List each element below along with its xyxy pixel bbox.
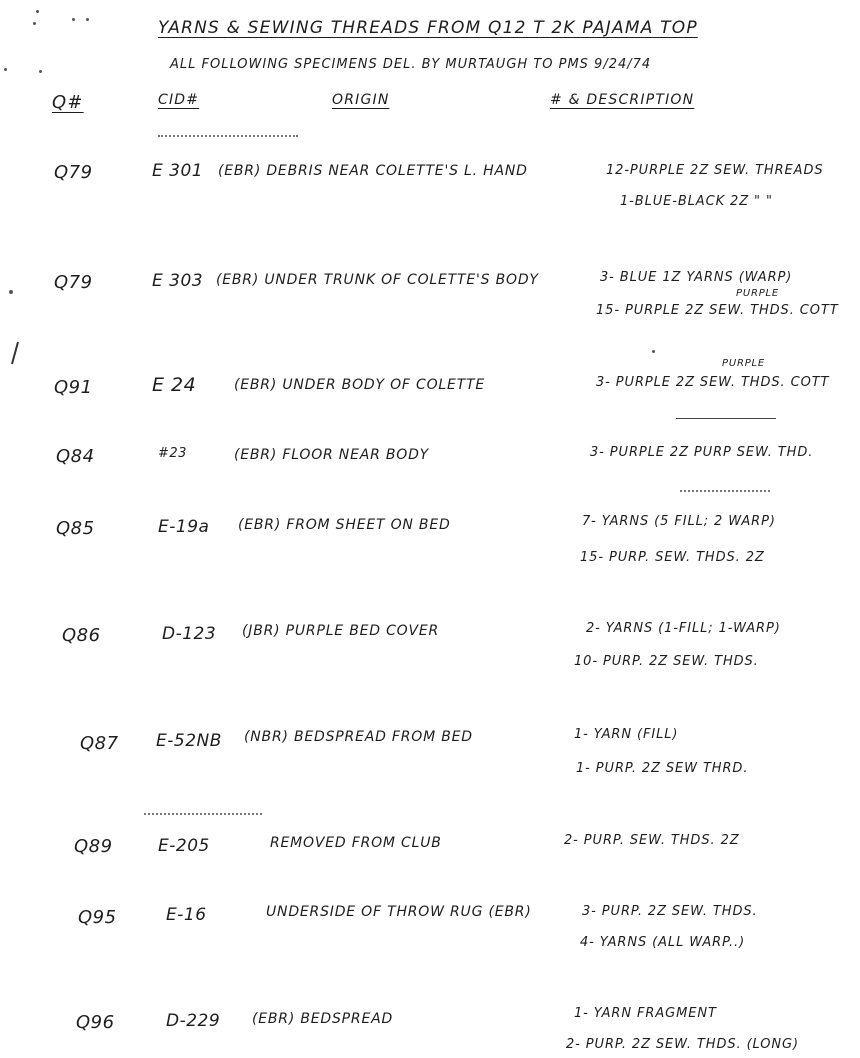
row-origin: REMOVED FROM CLUB: [270, 835, 442, 851]
row-origin: UNDERSIDE OF THROW RUG (EBR): [266, 904, 532, 920]
row-description-line: 2- PURP. SEW. THDS. 2Z: [564, 833, 740, 848]
divider-dotted: [680, 490, 770, 492]
row-description-line: 2- YARNS (1-FILL; 1-WARP): [586, 621, 781, 636]
row-cid-number: E 303: [152, 271, 204, 291]
row-cid-number: E-52NB: [156, 731, 222, 751]
row-description-line: 3- PURPLE 2Z PURP SEW. THD.: [590, 445, 814, 460]
scan-speck: [4, 68, 7, 71]
row-description-line: 4- YARNS (ALL WARP..): [580, 935, 746, 950]
column-header-q: Q#: [52, 92, 84, 113]
row-q-number: Q85: [56, 518, 95, 539]
margin-tick-mark: [8, 340, 22, 368]
row-description-line: 15- PURPLE 2Z SEW. THDS. COTT: [596, 303, 839, 318]
row-description-line: 1- PURP. 2Z SEW THRD.: [576, 761, 749, 776]
row-cid-number: E 24: [152, 374, 197, 396]
row-origin: (NBR) BEDSPREAD FROM BED: [244, 729, 473, 745]
row-origin: (EBR) FROM SHEET ON BED: [238, 517, 451, 533]
row-q-number: Q79: [54, 272, 93, 293]
row-description-line: 12-PURPLE 2Z SEW. THREADS: [606, 163, 824, 178]
row-q-number: Q87: [80, 733, 119, 754]
row-q-number: Q84: [56, 446, 95, 467]
row-origin: (EBR) DEBRIS NEAR COLETTE'S L. HAND: [218, 163, 528, 179]
divider-dotted: [158, 135, 298, 137]
row-origin: (EBR) UNDER BODY OF COLETTE: [234, 377, 485, 393]
row-description-line: 3- BLUE 1Z YARNS (WARP): [600, 270, 793, 285]
column-header-cid: CID#: [158, 92, 200, 108]
row-description-line: 15- PURP. SEW. THDS. 2Z: [580, 550, 765, 565]
row-origin: (JBR) PURPLE BED COVER: [242, 623, 440, 639]
row-origin: (EBR) UNDER TRUNK OF COLETTE'S BODY: [216, 272, 539, 288]
row-cid-number: E-16: [166, 905, 207, 925]
row-cid-number: E-19a: [158, 517, 210, 537]
divider-line: [676, 418, 776, 419]
row-description-line: 1-BLUE-BLACK 2Z " ": [620, 194, 773, 209]
row-description-line: 7- YARNS (5 FILL; 2 WARP): [582, 514, 776, 529]
row-q-number: Q95: [78, 907, 117, 928]
row-description-line: 2- PURP. 2Z SEW. THDS. (LONG): [566, 1037, 799, 1052]
row-q-number: Q79: [54, 162, 93, 183]
scan-speck: [86, 18, 89, 21]
page-subtitle: ALL FOLLOWING SPECIMENS DEL. BY MURTAUGH TO PMS 9/24/74: [170, 57, 652, 72]
column-header-origin: ORIGIN: [332, 92, 390, 108]
scan-speck: [36, 10, 39, 13]
page-title: YARNS & SEWING THREADS FROM Q12 T 2K PAJAMA TOP: [158, 18, 698, 38]
row-q-number: Q96: [76, 1012, 115, 1033]
row-description-line: 1- YARN (FILL): [574, 727, 679, 742]
row-cid-number: #23: [158, 446, 187, 461]
scan-speck: [72, 18, 75, 21]
scan-speck: [9, 290, 13, 294]
row-description-note: PURPLE: [722, 358, 766, 369]
row-description-line: 10- PURP. 2Z SEW. THDS.: [574, 654, 759, 669]
row-description-line: 3- PURP. 2Z SEW. THDS.: [582, 904, 758, 919]
row-q-number: Q86: [62, 625, 101, 646]
row-cid-number: D-229: [166, 1011, 221, 1031]
row-cid-number: E-205: [158, 836, 210, 856]
divider-dotted: [144, 813, 262, 815]
row-q-number: Q89: [74, 836, 113, 857]
column-header-description: # & DESCRIPTION: [550, 92, 695, 108]
row-description-note: PURPLE: [736, 288, 780, 299]
row-description-line: 1- YARN FRAGMENT: [574, 1006, 717, 1021]
scan-speck: [33, 22, 36, 25]
row-description-line: 3- PURPLE 2Z SEW. THDS. COTT: [596, 375, 830, 390]
row-origin: (EBR) BEDSPREAD: [252, 1011, 394, 1027]
row-cid-number: D-123: [162, 624, 217, 644]
row-q-number: Q91: [54, 377, 93, 398]
row-cid-number: E 301: [152, 161, 204, 181]
row-origin: (EBR) FLOOR NEAR BODY: [234, 447, 430, 463]
scan-speck: [652, 350, 655, 353]
scan-speck: [39, 70, 42, 73]
